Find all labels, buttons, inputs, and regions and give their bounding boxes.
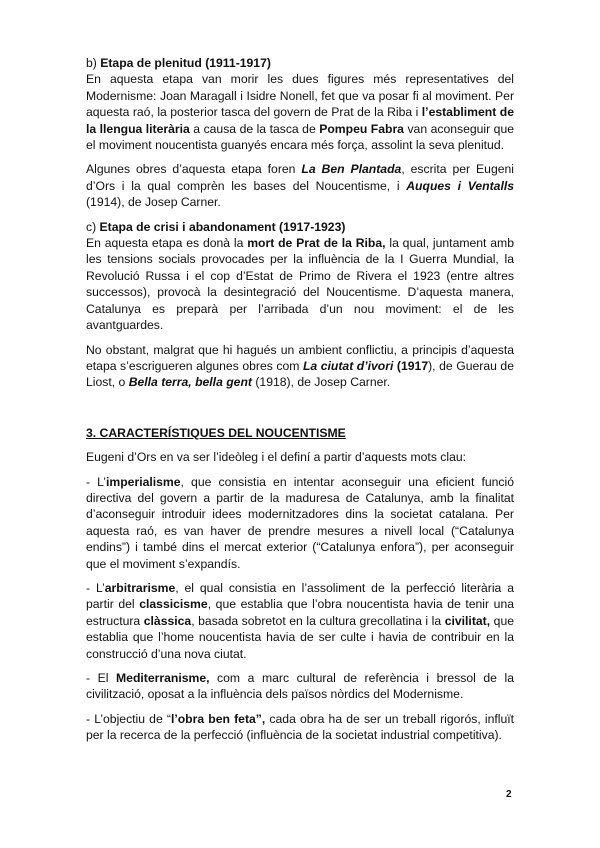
section-c-paragraph-1 xyxy=(86,235,514,333)
keyword-item-mediterranisme xyxy=(86,670,514,703)
section-3-intro xyxy=(86,449,514,465)
section-b-heading xyxy=(86,55,514,71)
text-run: , escrita per Eugeni d’Ors i la qual comprèn les bases del Noucentisme, i xyxy=(86,162,514,193)
text-run: (1914), de Josep Carner. xyxy=(86,195,221,210)
text-run: l’establiment de la llengua literària xyxy=(86,105,514,136)
text-run: La Ben Plantada xyxy=(301,162,402,177)
text-run: Etapa de crisi i abandonament (1917-1923) xyxy=(99,219,346,234)
section-c-heading xyxy=(86,219,514,235)
section-b-paragraph-2 xyxy=(86,161,514,210)
text-run: clàssica xyxy=(143,613,192,628)
text-run: - El xyxy=(86,671,117,685)
section-c-paragraph-2 xyxy=(86,342,514,391)
text-run: van aconseguir que el moviment noucentista guanyés encara més força, assolint la seva plenitud. xyxy=(86,121,515,153)
text-run: la qual, juntament amb les tensions socials provocades per la influència de la I Guerra Mundial, la Revolució Russa i el cop d’Estat de Primo de Rivera el 1923 (entre altres successos), provocà la desintegració del Noucentisme. D’aquesta manera, Catalunya es preparà per l’arribada d’un nou moviment: el de les avantguardes. xyxy=(86,236,514,333)
text-run: - L’objectiu de “ xyxy=(86,711,171,726)
text-run: Auques i Ventalls xyxy=(406,178,514,193)
text-run: Mediterranisme, xyxy=(116,671,210,685)
section-b-paragraph-1 xyxy=(86,71,514,153)
text-run: - L’ xyxy=(86,580,105,595)
keyword-item-obra-ben-feta xyxy=(86,711,514,744)
text-run: cada obra ha de ser un treball rigorós, influït per la recerca de la perfecció (influència de la societat industrial competitiva). xyxy=(86,711,515,743)
text-run: Eugeni d’Ors en va ser l’ideòleg i el definí a partir d’aquests mots clau: xyxy=(86,450,467,465)
text-run: Pompeu Fabra xyxy=(319,121,404,136)
text-run: que establia que l’home noucentista havia de ser culte i havia de contribuir en la construcció d’una nova ciutat. xyxy=(86,613,514,661)
text-run: , que consistia en intentar aconseguir una eficient funció directiva del govern a partir de la maduresa de Catalunya, amb la finalitat d’aconseguir introduir idees modernitzadores dins la societat catalana. Per aquesta raó, es van haver de prendre mesures a nivell local (“Catalunya endins”) i també dins el mercat exterior (“Catalunya enfora”), per aconseguir que el moviment s’expandís. xyxy=(86,474,514,571)
text-run: Etapa de plenitud (1911-1917) xyxy=(100,56,271,70)
text-run: a causa de la tasca de xyxy=(189,121,320,136)
text-run: classicisme xyxy=(139,597,208,612)
text-run: arbitrarisme xyxy=(104,580,176,595)
text-run: (1917 xyxy=(393,358,429,373)
text-run: Bella terra, bella gent xyxy=(128,375,252,390)
text-run: - L’ xyxy=(86,474,106,489)
page-number: 2 xyxy=(506,789,512,800)
text-run: civilitat, xyxy=(444,613,491,628)
text-run: l’obra ben feta”, xyxy=(170,711,266,726)
keyword-item-arbitrarisme xyxy=(86,580,514,662)
text-run: , el qual consistia en l’assoliment de la perfecció literària a partir del xyxy=(86,580,514,612)
text-run: En aquesta etapa van morir les dues figures més representatives del Modernisme: Joan Maragall i Isidre Nonell, fet que va posar fi al moviment. Per aquesta raó, la posterior tasca del govern de Prat de la Riba i xyxy=(86,72,514,120)
text-run: Algunes obres d’aquesta etapa foren xyxy=(86,162,302,177)
text-run: com a marc cultural de referència i bressol de la civilització, oposat a la influència dels països nòrdics del Modernisme. xyxy=(86,671,515,702)
text-run: imperialisme xyxy=(106,474,181,489)
text-run: , basada sobretot en la cultura grecollatina i la xyxy=(191,613,445,628)
text-run: b) xyxy=(86,56,101,70)
text-run: c) xyxy=(86,219,100,234)
text-run: (1918), de Josep Carner. xyxy=(251,375,391,390)
document-page xyxy=(86,55,514,752)
text-run: En aquesta etapa es donà la xyxy=(86,236,248,251)
text-run: La ciutat d’ivori xyxy=(302,358,394,373)
text-run: ), de Guerau de Liost, o xyxy=(86,358,514,390)
text-run: , que establia que l’obra noucentista havia de tenir una estructura xyxy=(86,597,514,628)
section-3-title: 3. CARACTERÍSTIQUES DEL NOUCENTISME xyxy=(86,425,346,440)
text-run: mort de Prat de la Riba, xyxy=(247,236,386,251)
text-run: No obstant, malgrat que hi hagués un ambient conflictiu, a principis d’aquesta etapa s’escrigueren algunes obres com xyxy=(86,342,514,373)
keyword-item-imperialisme xyxy=(86,474,514,572)
